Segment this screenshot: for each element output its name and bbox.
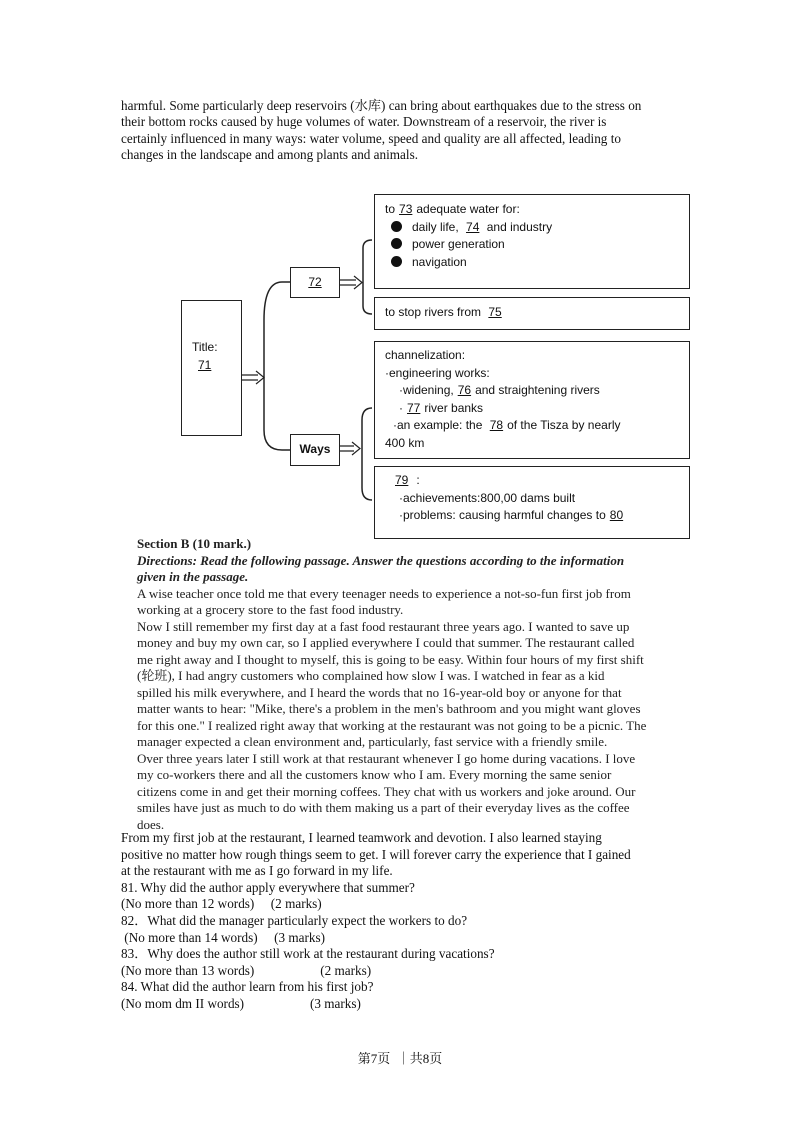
ways-box: [290, 434, 340, 466]
passage-line: manager expected a clean environment and, particularly, fast service with a friendly smile.: [137, 734, 608, 749]
text-line: ·engineering works:: [385, 365, 490, 380]
dams-box: [374, 466, 690, 539]
blank-75: 75: [488, 305, 502, 319]
passage-line: matter wants to hear: "Mike, there's a problem in the men's bathroom and you might want gloves: [137, 701, 641, 716]
passage-line: A wise teacher once told me that every teenager needs to experience a not-so-fun first job from: [137, 585, 631, 601]
text-line: 400 km: [385, 435, 425, 450]
question-line: (No more than 14 words) (3 marks): [121, 929, 325, 945]
passage-line: smiles have just as much to do with them making us a part of their everyday lives as the coffee: [137, 800, 630, 815]
text-fragment: and straightening rivers: [475, 383, 600, 397]
text-line: certainly influenced in many ways: water volume, speed and quality are all affected, leading to: [121, 130, 621, 146]
passage-line: Now I still remember my first day at a fast food restaurant three years ago. I wanted to save up: [137, 618, 630, 634]
text-fragment: daily life,: [412, 219, 459, 234]
text-fragment: river banks: [424, 400, 484, 415]
text-line: their bottom rocks caused by huge volumes of water. Downstream of a reservoir, the river is: [121, 114, 607, 130]
blank-78: 78: [489, 418, 504, 432]
text-line: channelization:: [385, 348, 466, 362]
closing-line: From my first job at the restaurant, I learned teamwork and devotion. I also learned staying: [121, 830, 602, 845]
title-label: Title:: [192, 340, 218, 354]
title-box: [181, 300, 242, 436]
node-72-box: [290, 267, 340, 298]
question-line: (No more than 13 words) (2 marks): [121, 962, 372, 978]
blank-71: 71: [198, 357, 212, 372]
blank-74: 74: [466, 219, 480, 234]
text-fragment: of the Tisza by nearly: [507, 418, 621, 432]
text-fragment: navigation: [412, 254, 467, 269]
text-line: changes in the landscape and among plants and animals.: [121, 147, 418, 163]
blank-72: 72: [308, 275, 322, 289]
ways-label: Ways: [299, 442, 331, 456]
questions-section: [121, 830, 701, 1013]
text-fragment: ·an example: the: [393, 418, 483, 432]
passage-line: (轮班), I had angry customers who complained how slow I was. I watched in fear as a kid: [137, 668, 605, 683]
passage-line: my co-workers there and all the customers know who I am. Every morning the same senior: [137, 767, 612, 782]
passage-line: Over three years later I still work at that restaurant whenever I go home during vacations. I love: [137, 750, 636, 766]
page-footer: 第7页 ｜共8页: [357, 1051, 443, 1066]
closing-line: at the restaurant with me as I go forward in my life.: [121, 863, 393, 879]
directions-line: Directions: Read the following passage. Answer the questions according to the information: [137, 552, 625, 568]
text-fragment: power generation: [412, 237, 505, 251]
passage-line: citizens come in and get their morning coffees. They chat with us workers and joke around. Our: [137, 783, 636, 799]
bullet-icon: [391, 256, 402, 267]
question-line: 82．What did the manager particularly expect the workers to do?: [121, 912, 468, 928]
text-fragment: ·widening,: [399, 383, 454, 397]
question-line: 83．Why does the author still work at the restaurant during vacations?: [121, 946, 495, 962]
question-line: 81. Why did the author apply everywhere that summer?: [121, 879, 415, 895]
passage-line: spilled his milk everywhere, and I heard the words that no 16-year-old boy or anyone for that: [137, 684, 622, 700]
stop-rivers-box: [374, 297, 690, 330]
passage-line: does.: [137, 816, 165, 832]
passage-line: for this one." I realized right away that working at the restaurant was not going to be a picnic. The: [137, 717, 647, 733]
passage-line: me right away and I thought to myself, this is going to be easy. Within four hours of my first shift: [137, 651, 644, 667]
passage-line: working at a grocery store to the fast food industry.: [137, 602, 404, 617]
bullet-icon: [391, 221, 402, 232]
text-fragment: and industry: [486, 219, 553, 234]
bullet-icon: [391, 238, 402, 249]
blank-80: 80: [609, 508, 624, 522]
text-line: harmful. Some particularly deep reservoirs (水库) can bring about earthquakes due to the stress on: [121, 98, 642, 113]
question-line: (No mom dm II words) (3 marks): [121, 995, 361, 1011]
passage-line: money and buy my own car, so I applied everywhere I could that summer. The restaurant called: [137, 635, 635, 650]
text-fragment: to: [385, 202, 396, 216]
directions-line: given in the passage.: [137, 569, 249, 584]
blank-76: 76: [457, 383, 472, 397]
blank-77: 77: [407, 400, 421, 415]
text-fragment: adequate water for:: [416, 202, 520, 216]
channelization-box: [374, 341, 690, 459]
closing-line: positive no matter how rough things seem to get. I will forever carry the experience that I gained: [121, 846, 631, 862]
blank-79: 79: [395, 473, 409, 487]
section-heading: Section B (10 mark.): [137, 536, 252, 551]
text-fragment: ·problems: causing harmful changes to: [399, 508, 606, 522]
purpose-box: [374, 194, 690, 289]
blank-73: 73: [399, 202, 413, 216]
section-b: [137, 536, 697, 833]
text-fragment: :: [416, 473, 420, 487]
text-fragment: to stop rivers from: [385, 305, 482, 319]
question-line: (No more than 12 words) (2 marks): [121, 896, 322, 912]
text-line: ·achievements:800,00 dams built: [399, 490, 576, 505]
question-line: 84. What did the author learn from his first job?: [121, 979, 374, 995]
text-fragment: ·: [399, 400, 403, 415]
